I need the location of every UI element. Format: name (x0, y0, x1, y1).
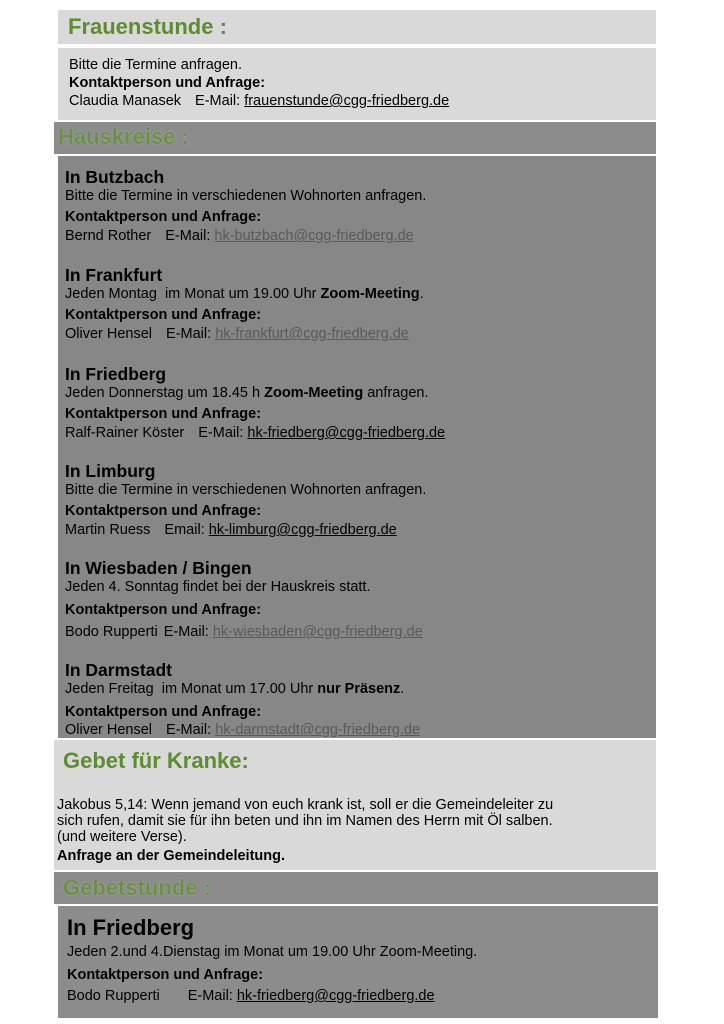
hauskreis-contact-label-friedberg: Kontaktperson und Anfrage: (65, 406, 262, 422)
email-label: E-Mail: (163, 624, 209, 640)
contact-person: Oliver Hensel (65, 326, 153, 342)
hauskreis-email-link-friedberg[interactable]: hk-friedberg@cgg-friedberg.de (247, 425, 446, 441)
hauskreis-email-link-wiesbaden[interactable]: hk-wiesbaden@cgg-friedberg.de (212, 624, 423, 640)
contact-person: Claudia Manasek (69, 93, 182, 109)
frauenstunde-info: Bitte die Termine anfragen. (69, 57, 243, 73)
frauenstunde-contact-label: Kontaktperson und Anfrage: (69, 75, 266, 91)
desc-text-end: . (400, 681, 405, 697)
desc-emphasis: Zoom-Meeting (320, 286, 420, 302)
hauskreis-contact-label-darmstadt: Kontaktperson und Anfrage: (65, 704, 262, 720)
gebetstunde-title: Gebetstunde : (63, 875, 211, 900)
hauskreis-contact-butzbach (65, 228, 414, 245)
contact-person: Ralf-Rainer Köster (65, 425, 185, 441)
gebet-text-line-2: sich rufen, damit sie für ihn beten und ihn im Namen des Herrn mit Öl salben. (57, 813, 553, 829)
email-label: E-Mail: (187, 988, 233, 1004)
desc-emphasis: nur Präsenz (317, 681, 401, 697)
hauskreis-title-frankfurt: In Frankfurt (65, 265, 163, 285)
hauskreis-title-butzbach: In Butzbach (65, 167, 165, 187)
contact-person: Bodo Rupperti (65, 624, 158, 640)
hauskreis-email-link-darmstadt[interactable]: hk-darmstadt@cgg-friedberg.de (215, 722, 421, 737)
hauskreis-contact-label-wiesbaden: Kontaktperson und Anfrage: (65, 602, 262, 618)
gebet-text-line-3: (und weitere Verse). (57, 829, 187, 845)
contact-person: Bodo Rupperti (67, 988, 160, 1004)
email-label: E-Mail: (198, 425, 244, 441)
hauskreis-title-wiesbaden: In Wiesbaden / Bingen (65, 558, 252, 578)
hauskreise-title: Hauskreise : (58, 124, 189, 149)
hauskreis-contact-label-limburg: Kontaktperson und Anfrage: (65, 503, 262, 519)
desc-emphasis: Zoom-Meeting (264, 385, 364, 401)
hauskreis-desc-wiesbaden: Jeden 4. Sonntag findet bei der Hauskreis statt. (65, 579, 371, 595)
gebetstunde-contact-label: Kontaktperson und Anfrage: (67, 967, 264, 983)
email-label: Email: (164, 522, 205, 538)
hauskreis-contact-label-butzbach: Kontaktperson und Anfrage: (65, 209, 262, 225)
hauskreis-email-link-butzbach[interactable]: hk-butzbach@cgg-friedberg.de (214, 228, 414, 244)
gebetstunde-desc: Jeden 2.und 4.Dienstag im Monat um 19.00 Uhr Zoom-Meeting. (67, 944, 478, 960)
hauskreis-desc-darmstadt (65, 681, 404, 698)
email-label: E-Mail: (166, 722, 212, 737)
hauskreis-email-link-limburg[interactable]: hk-limburg@cgg-friedberg.de (208, 522, 397, 538)
hauskreis-contact-limburg (65, 522, 397, 539)
hauskreis-contact-label-frankfurt: Kontaktperson und Anfrage: (65, 307, 262, 323)
hauskreis-contact-wiesbaden (65, 624, 423, 641)
gebetstunde-contact (67, 988, 435, 1005)
hauskreis-desc-limburg: Bitte die Termine in verschiedenen Wohnorten anfragen. (65, 482, 427, 498)
hauskreis-contact-darmstadt (65, 722, 420, 737)
gebet-title: Gebet für Kranke: (63, 748, 249, 773)
hauskreis-desc-butzbach: Bitte die Termine in verschiedenen Wohnorten anfragen. (65, 188, 427, 204)
contact-person: Martin Ruess (65, 522, 151, 538)
gebet-text-line-4: Anfrage an der Gemeindeleitung. (57, 848, 286, 864)
gebet-text-line-1: Jakobus 5,14: Wenn jemand von euch krank ist, soll er die Gemeindeleiter zu (57, 797, 554, 813)
frauenstunde-title: Frauenstunde : (68, 14, 227, 39)
contact-person: Bernd Rother (65, 228, 152, 244)
frauenstunde-email-link[interactable]: frauenstunde@cgg-friedberg.de (244, 93, 450, 109)
hauskreis-title-darmstadt: In Darmstadt (65, 660, 172, 680)
desc-text: Jeden Donnerstag um 18.45 h (65, 385, 265, 401)
gebetstunde-group-title: In Friedberg (67, 915, 195, 940)
hauskreis-contact-friedberg (65, 425, 445, 442)
hauskreis-desc-frankfurt (65, 286, 424, 303)
email-label: E-Mail: (195, 93, 241, 109)
email-label: E-Mail: (165, 228, 211, 244)
hauskreis-title-limburg: In Limburg (65, 461, 156, 481)
contact-person: Oliver Hensel (65, 722, 153, 737)
desc-text: Jeden Freitag im Monat um 17.00 Uhr (65, 681, 318, 697)
hauskreis-contact-frankfurt (65, 326, 409, 343)
hauskreis-email-link-frankfurt[interactable]: hk-frankfurt@cgg-friedberg.de (215, 326, 409, 342)
hauskreis-desc-friedberg (65, 385, 429, 402)
frauenstunde-contact (69, 93, 449, 110)
desc-text: Jeden Montag im Monat um 19.00 Uhr (65, 286, 321, 302)
desc-text-end: anfragen. (363, 385, 429, 401)
email-label: E-Mail: (166, 326, 212, 342)
gebetstunde-email-link[interactable]: hk-friedberg@cgg-friedberg.de (236, 988, 435, 1004)
hauskreis-title-friedberg: In Friedberg (65, 364, 167, 384)
desc-text-end: . (419, 286, 424, 302)
